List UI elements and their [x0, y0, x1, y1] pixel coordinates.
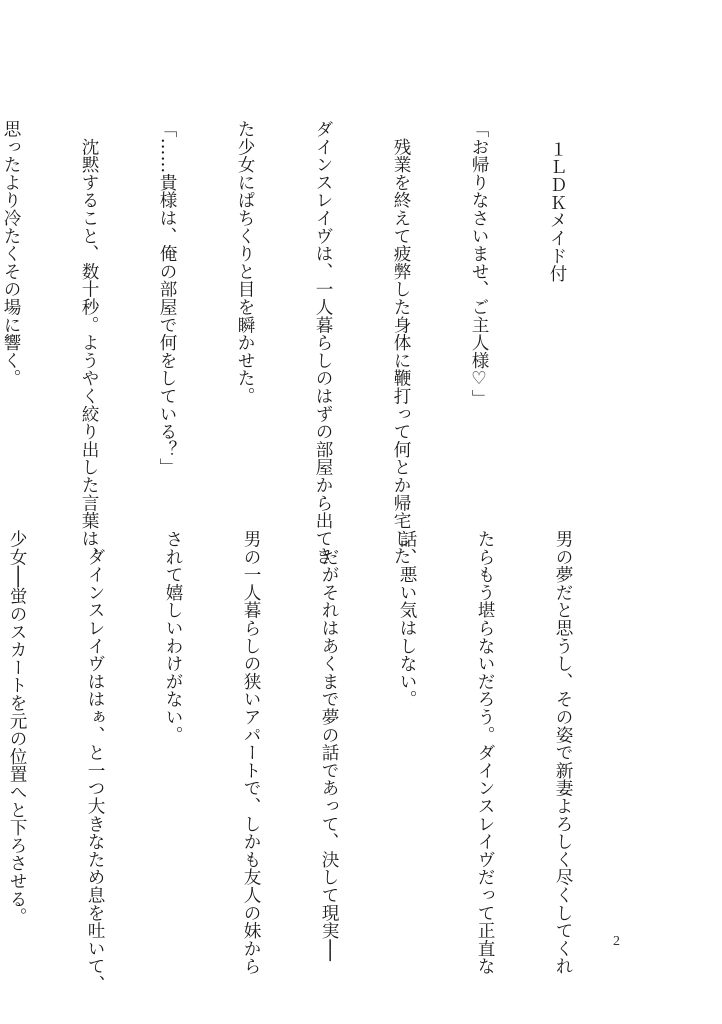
text-line: 思ったより冷たくその場に響く。	[1, 120, 21, 387]
text-line: たらもう堪らないだろう。ダインスレイヴだって正直な	[475, 530, 495, 975]
text-line: されて嬉しいわけがない。	[163, 530, 183, 744]
text-line: だがそれはあくまで夢の話であって、決して現実──	[319, 530, 339, 961]
chapter-title: １ＬＤＫメイド付	[547, 140, 567, 283]
page-number: 2	[613, 934, 620, 949]
text-line: 残業を終えて疲弊した身体に鞭打って何とか帰宅した	[391, 120, 411, 565]
text-line: 男の一人暮らしの狭いアパートで、しかも友人の妹から	[241, 530, 261, 975]
text-line: 男の夢だと思うし、その姿で新妻よろしく尽くしてくれ	[553, 530, 573, 975]
text-block-top	[0, 120, 622, 565]
text-line: 話、悪い気はしない。	[397, 530, 417, 708]
text-line: ダインスレイヴは、一人暮らしのはずの部屋から出てき	[313, 120, 333, 565]
text-line: 少女──蛍のスカートを元の位置へと下ろさせる。	[7, 530, 27, 926]
text-line: ダインスレイヴははぁ、と一つ大きなため息を吐いて、	[85, 530, 105, 993]
text-line: 「お帰りなさいませ、ご主人様♡」	[469, 120, 489, 408]
text-block-bottom	[0, 530, 628, 993]
text-line: 沈黙すること、数十秒。ようやく絞り出した言葉は、	[79, 120, 99, 565]
text-line: 「……貴様は、俺の部屋で何をしている？」	[157, 120, 177, 476]
text-line: た少女にぱちくりと目を瞬かせた。	[235, 120, 255, 405]
